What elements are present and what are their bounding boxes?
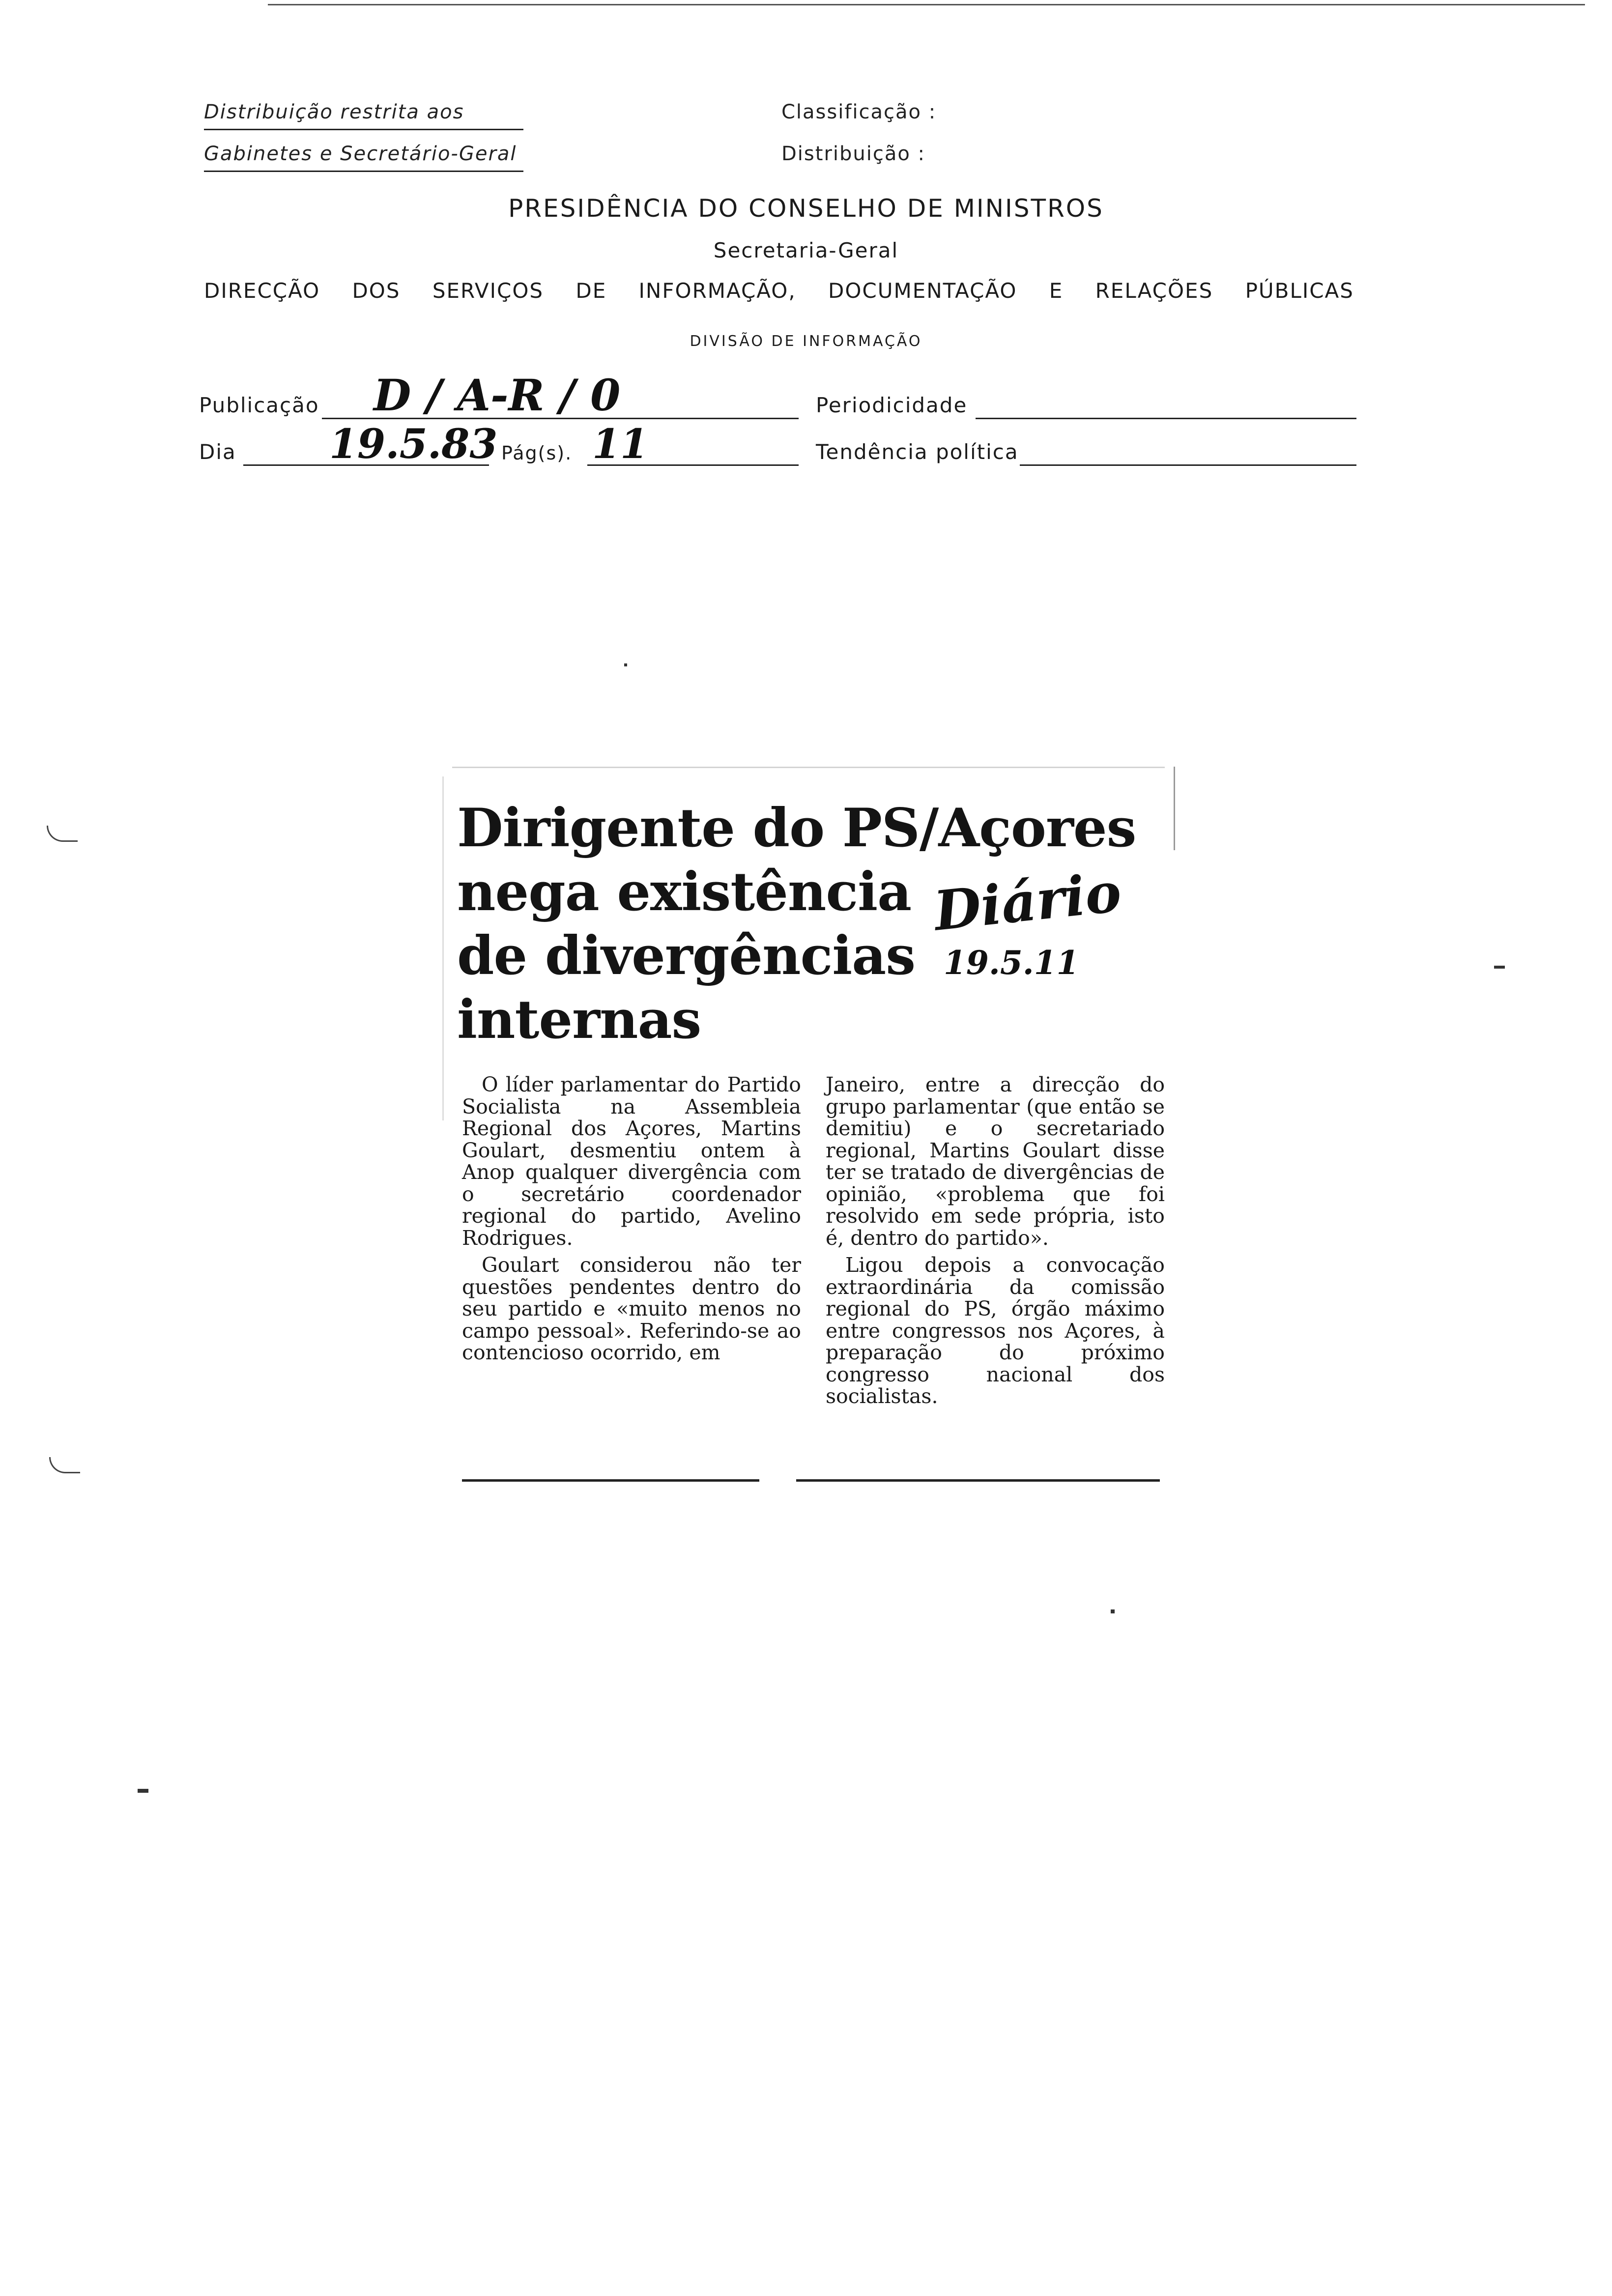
directorate-word: PÚBLICAS — [1245, 279, 1354, 303]
article-paragraph: Goulart considerou não ter questões pendentes dentro do seu partido e «muito menos no campo pessoal». Referindo-se ao contencioso ocorrido, em — [462, 1253, 801, 1364]
stamp-date: 19.5.11 — [944, 944, 1079, 982]
distribution-restricted-line1: Distribuição restrita aos — [204, 101, 464, 123]
day-handwritten-value: 19.5.83 — [329, 421, 498, 468]
directorate-word: DIRECÇÃO — [204, 279, 320, 303]
column-end-rule-right — [796, 1479, 1160, 1482]
column-end-rule-left — [462, 1479, 759, 1482]
classification-label: Classificação : — [781, 101, 937, 123]
article-column-right — [826, 1074, 1165, 1413]
distribution-underline-1 — [204, 129, 523, 130]
presidency-title: PRESIDÊNCIA DO CONSELHO DE MINISTROS — [508, 194, 1104, 223]
article-paragraph: O líder parlamentar do Partido Socialista na Assembleia Regional dos Açores, Martins Goulart, desmentiu ontem à Anop qualquer divergência com o secretário coordenador regional do partido, Avelino Rodrigues. — [462, 1073, 801, 1250]
tendency-label: Tendência política — [816, 440, 1019, 464]
scan-speck — [1111, 1609, 1115, 1613]
headline-line: Dirigente do PS/Açores — [457, 797, 1136, 859]
directorate-word: SERVIÇOS — [432, 279, 544, 303]
scan-top-line — [268, 4, 1585, 5]
periodicity-fill-line — [976, 418, 1356, 419]
directorate-word: DOCUMENTAÇÃO — [828, 279, 1017, 303]
directorate-word: DE — [576, 279, 607, 303]
article-paragraph: Ligou depois a convocação extraordinária da comissão regional do PS, órgão máximo entre congressos nos Açores, à preparação do próximo congresso nacional dos socialistas. — [826, 1253, 1165, 1408]
pages-handwritten-value: 11 — [592, 421, 649, 468]
tendency-fill-line — [1020, 464, 1356, 466]
headline-line: internas — [457, 989, 701, 1051]
directorate-line — [204, 279, 1354, 303]
article-column-left — [462, 1074, 801, 1369]
scan-speck — [1494, 966, 1505, 969]
secretariat-subtitle: Secretaria-Geral — [713, 238, 899, 262]
headline-line: nega existência — [457, 861, 912, 923]
distribution-restricted-line2: Gabinetes e Secretário-Geral — [204, 143, 517, 165]
article-paragraph: Janeiro, entre a direcção do grupo parlamentar (que então se demitiu) e o secretariado regional, Martins Goulart disse ter se tratado de divergências de opinião, «problema que foi resolvido em sede própria, isto é, dentro do partido». — [826, 1073, 1165, 1250]
publication-label: Publicação — [199, 393, 319, 417]
distribution-underline-2 — [204, 171, 523, 172]
stamp-source-name: Diário — [931, 860, 1124, 943]
directorate-word: INFORMAÇÃO, — [638, 279, 796, 303]
pages-label: Pág(s). — [501, 442, 573, 464]
hole-punch-mark — [47, 826, 78, 842]
distribution-label: Distribuição : — [781, 143, 926, 165]
publication-handwritten-value: D / A-R / 0 — [374, 370, 621, 421]
directorate-word: RELAÇÕES — [1095, 279, 1213, 303]
clipping-left-edge — [442, 776, 444, 1120]
day-label: Dia — [199, 440, 236, 464]
directorate-word: DOS — [352, 279, 401, 303]
clipping-top-edge — [452, 767, 1165, 768]
division-title: DIVISÃO DE INFORMAÇÃO — [690, 333, 922, 350]
periodicity-label: Periodicidade — [816, 393, 968, 417]
clipping-right-edge — [1174, 767, 1175, 850]
hole-punch-mark — [49, 1457, 80, 1473]
scan-speck — [624, 663, 627, 666]
handwritten-source-stamp — [914, 860, 1124, 1017]
scan-speck — [138, 1789, 148, 1793]
directorate-word: E — [1049, 279, 1064, 303]
headline-line: de divergências — [457, 925, 916, 987]
